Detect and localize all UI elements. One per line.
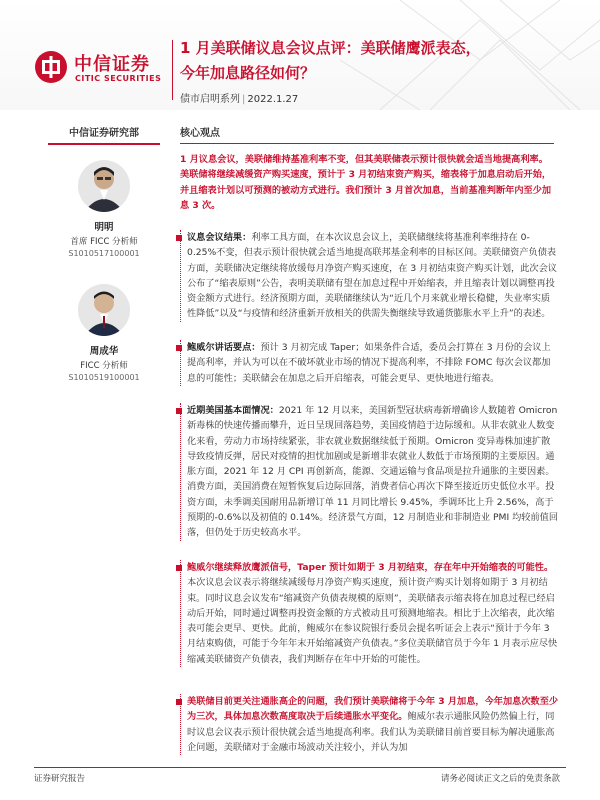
key-point (180, 560, 559, 667)
header-divider (172, 40, 173, 100)
summary-text: 1 月议息会议，美联储维持基准利率不变，但其美联储表示预计很快就会适当地提高利率。美联储将继续减缓资产购买速度，预计于 3 月初结束资产购买，缩表将于加息启动后开始，并且缩表计划以可预测的被动方式进行。我们预计 3 月首次加息，当前基准判断年内至少加息 3 次。 (180, 154, 552, 211)
title-line-2: 今年加息路径如何？ (180, 64, 316, 82)
key-point-lead: 议息会议结果： (187, 232, 252, 243)
report-title (180, 36, 580, 86)
key-point-lead: 鲍威尔继续释放鹰派信号，Taper 预计如期于 3 月初结束，存在年中开始缩表的可能性。 (187, 562, 554, 573)
key-point-body: 鲍威尔表示通胀风险仍然偏上行，同时议息会议表示预计很快就会适当地提高利率。我们认为美联储目前首要目标为解决通胀高企问题，美联储对于金融市场波动关注较小，并认为加 (187, 711, 555, 753)
logo-text-en: CITIC SECURITIES (75, 74, 162, 83)
key-point-body: 预计 3 月初完成 Taper；如果条件合适，委员会打算在 3 月份的会议上提高利率，并认为可以在不破坏就业市场的情况下提高利率，不排除 FOMC 每次会议都加息的可能性；美联储会在加息之后开启缩表，可能会更早、更快地进行缩表。 (187, 342, 551, 384)
key-point (180, 340, 559, 386)
analyst-role: FICC 分析师 (80, 361, 128, 371)
key-point-lead: 近期美国基本面情况： (187, 405, 279, 416)
logo-text-cn: 中信证券 (74, 54, 150, 75)
key-point-lead: 鲍威尔讲话要点： (187, 342, 261, 353)
title-line-1: 1 月美联储议息会议点评：美联储鹰派表态， (180, 39, 481, 57)
key-point-body: 本次议息会议表示将继续减缓每月净资产购买速度，预计资产购买计划将如期于 3 月初结束。同时议息会议发布“缩减资产负债表规模的原则”，美联储表示缩表将在加息过程已经启动后开始，同时通过调整再投资金额的方式被动且可预测地缩表。相比于上次缩表，此次缩表可能会更早、更快。此前，鲍威尔在参议院银行委员会提名听证会上表示“预计于今年 3 月结束购债，可能于今年年末开始缩减资产负债表。”多位美联储官员于今年 1 月表示应尽快缩减美联储资产负债表，我们判断存在年中开始的可能性。 (187, 577, 558, 665)
series-separator: | (242, 94, 246, 105)
key-point-lead: 美联储目前更关注通胀高企的问题，我们预计美联储将于今年 3 月加息，今年加息次数至少为三次，具体加息次数高度取决于后续通胀水平变化。 (187, 696, 559, 723)
analyst-name: 周成华 (89, 346, 119, 357)
company-logo (34, 48, 184, 88)
series-date: 2022.1.27 (247, 94, 299, 105)
analyst-photo-icon (78, 284, 130, 336)
footer-divider (34, 767, 566, 768)
analyst-code: S1010517100001 (68, 249, 140, 258)
key-point (180, 230, 559, 322)
analyst-photo-icon (78, 160, 130, 212)
key-point-body: 2021 年 12 月以来，美国新型冠状病毒新增确诊人数随着 Omicron 新毒株的快速传播而攀升，近日呈现回落趋势，美国疫情趋于边际缓和。从非农就业人数变化来看，劳动力市场持续紧张，非农就业数据继续低于预期。Omicron 变异毒株加速扩散导致疫情反弹，居民对疫情的担忧加剧或是新增非农就业人数低于市场预期的主要原因。通胀方面，2021 年 12 月 CPI 再创新高，能源、交通运输与食品项是拉升通胀的主要因素。消费方面，美国消费在短暂恢复后边际回落，消费者信心再次下降至接近历史低位水平。投资方面，未季调美国耐用品新增订单 11 月同比增长 9.45%，季调环比上升 2.56%，高于预期的-0.6%以及初值的 0.14%。经济景气方面，12 月制造业和非制造业 PMI 均较前值回落，但仍处于历史较高水平。 (187, 405, 559, 539)
main-heading: 核心观点 (180, 124, 554, 144)
footer-left-text: 证券研究报告 (34, 774, 86, 784)
analyst-code: S1010519100001 (68, 373, 140, 382)
footer-disclaimer: 请务必阅读正文之后的免责条款 (440, 774, 560, 784)
analyst-card (48, 160, 160, 258)
analyst-name: 明明 (94, 222, 114, 233)
series-info (180, 90, 298, 105)
key-point (180, 694, 559, 755)
key-point-body: 利率工具方面，在本次议息会议上，美联储继续将基准利率维持在 0-0.25%不变，但表示预计很快就会适当地提高联邦基金利率的目标区间。美联储资产负债表方面，美联储决定继续将放缓每月净资产购买速度，在 3 月初结束资产购买计划，此次会议公布了“缩表原则”公告，表明美联储有望在加息过程中开始缩表，并且缩表计划以调整再投资金额方式进行。经济预期方面，美联储继续认为“近几个月来就业增长稳健，失业率实质性降低”以及“与疫情和经济重新开放相关的供需失衡继续导致通货膨胀水平上升”的表述。 (187, 232, 557, 320)
key-point (180, 403, 559, 541)
sidebar-heading: 中信证券研究部 (48, 124, 160, 145)
analyst-role: 首席 FICC 分析师 (70, 237, 138, 247)
analyst-card (48, 284, 160, 382)
citic-logo-icon (34, 50, 68, 84)
series-name: 债市启明系列 (180, 94, 240, 105)
